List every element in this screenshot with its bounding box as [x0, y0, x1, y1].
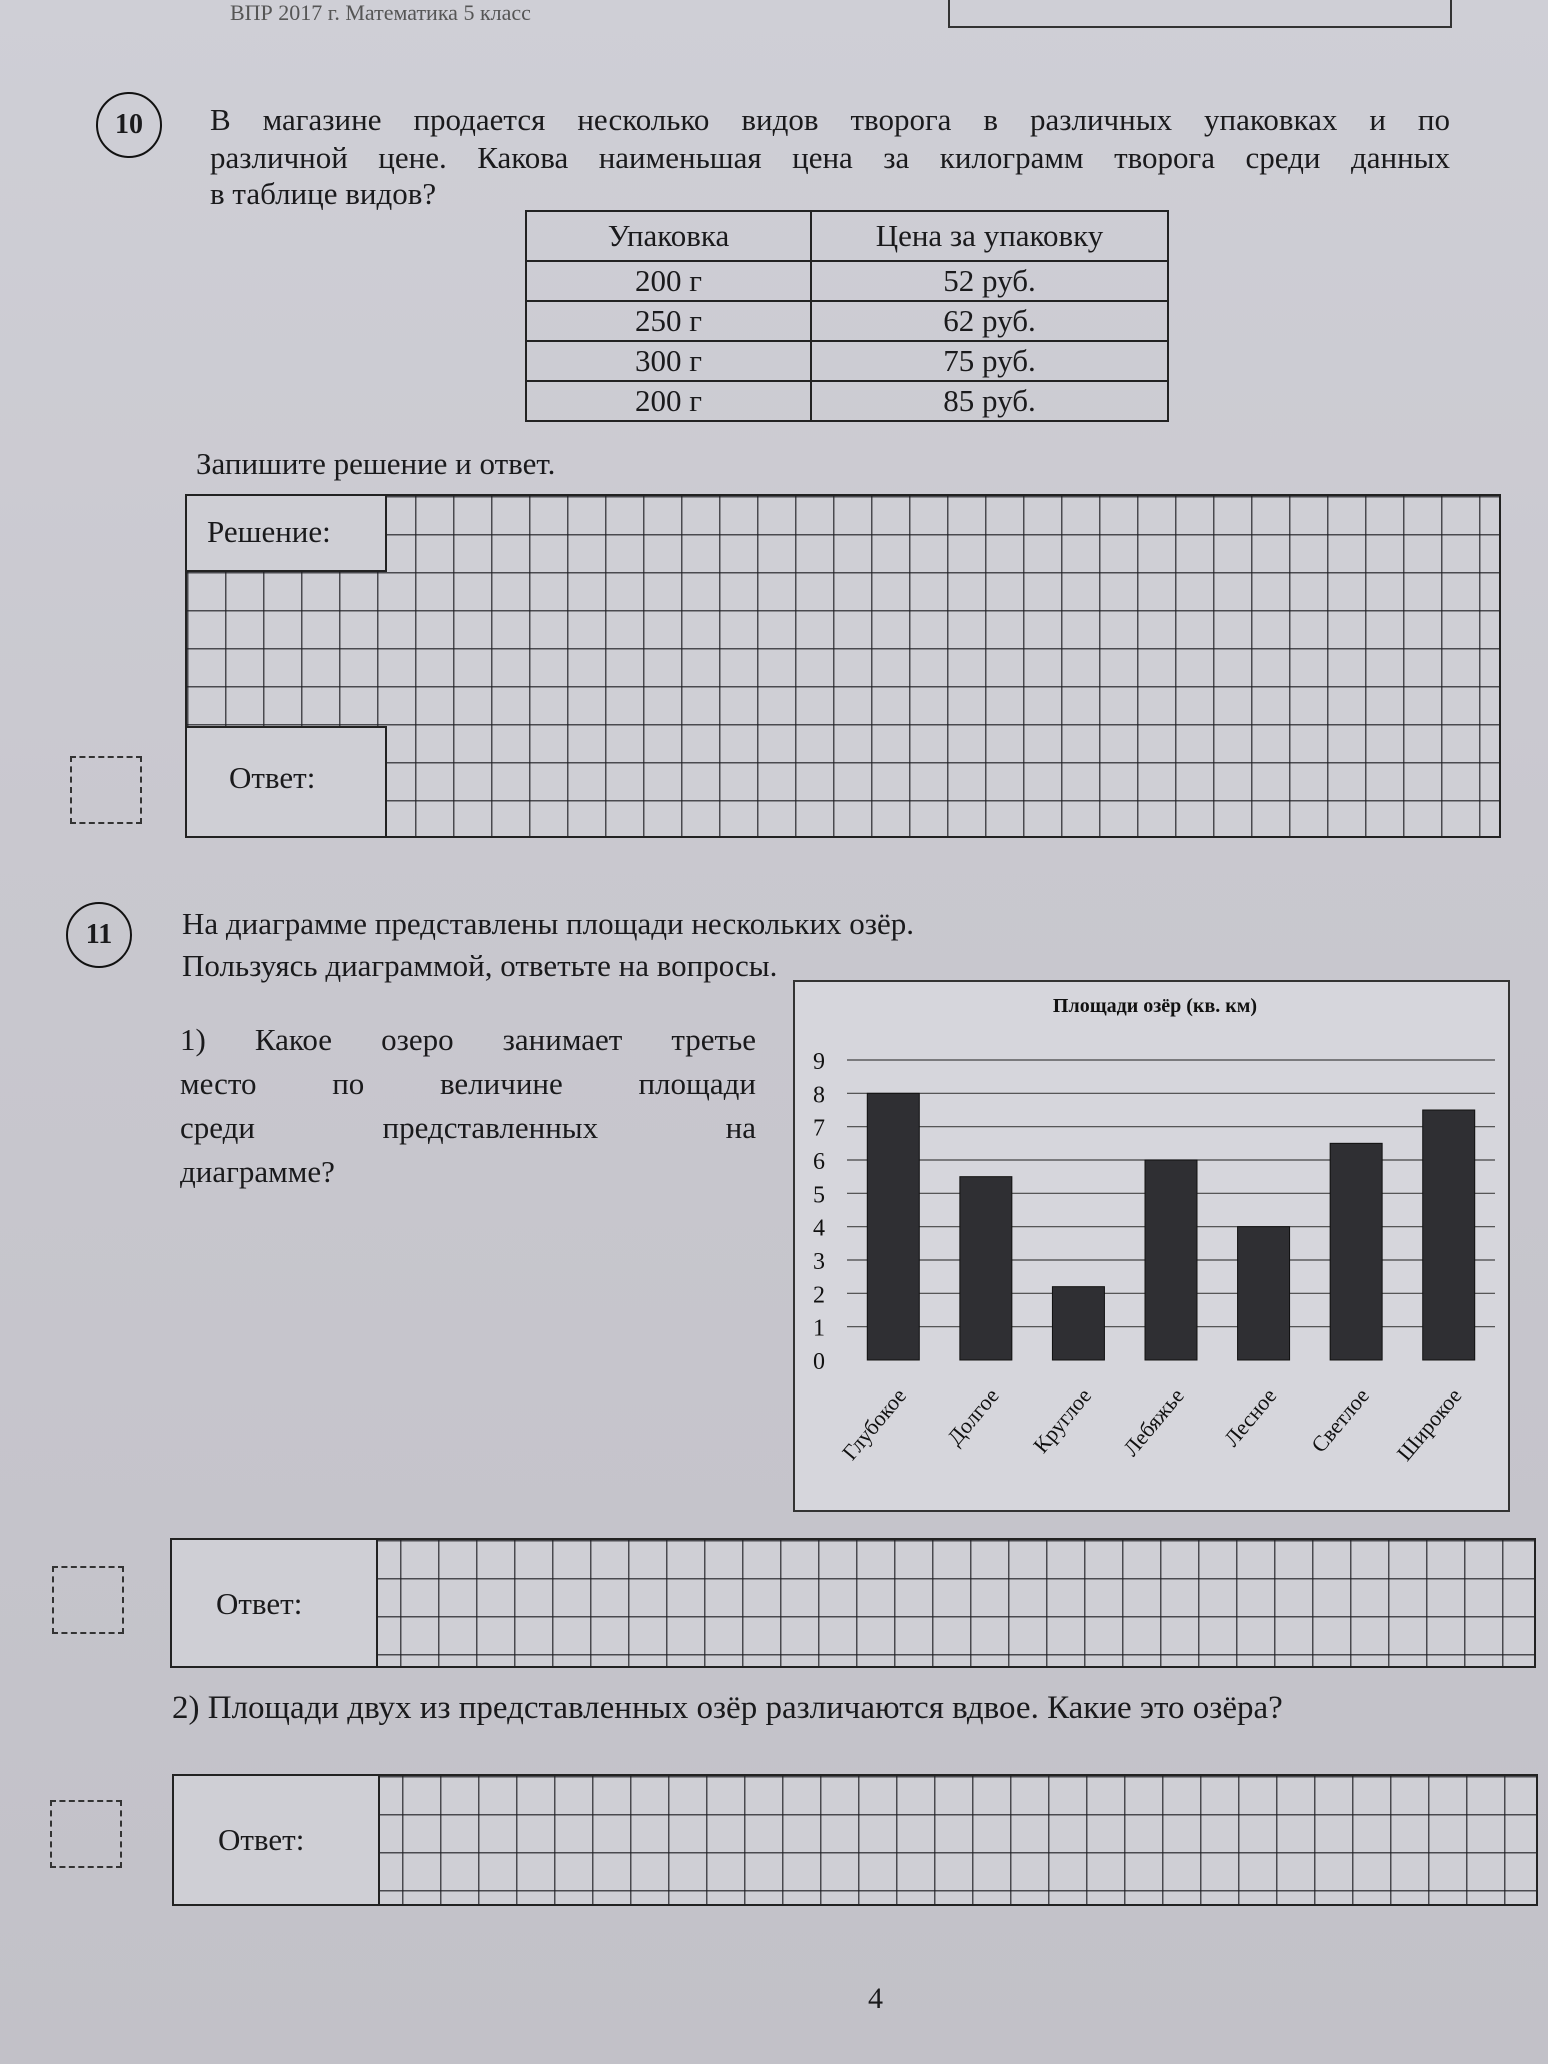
y-tick-label: 5: [813, 1182, 825, 1209]
answer-1-area[interactable]: [170, 1538, 1536, 1668]
question-1-score-box[interactable]: [52, 1566, 124, 1634]
task-10-instruction: Запишите решение и ответ.: [196, 446, 556, 481]
bar: [1052, 1287, 1104, 1360]
answer-2-label: Ответ:: [174, 1776, 380, 1904]
table-header-row: [526, 211, 1168, 261]
bar: [960, 1177, 1012, 1360]
x-tick-label: Долгое: [941, 1383, 1004, 1450]
cell-price: 85 руб.: [811, 381, 1168, 421]
task-10-score-box[interactable]: [70, 756, 142, 824]
x-tick-label: Светлое: [1306, 1383, 1374, 1458]
bar: [1145, 1160, 1197, 1360]
bar: [1238, 1227, 1290, 1360]
question-2-score-box[interactable]: [50, 1800, 122, 1868]
header-box: [948, 0, 1452, 28]
y-tick-label: 1: [813, 1315, 825, 1342]
x-tick-label: Широкое: [1391, 1383, 1467, 1466]
y-tick-label: 0: [813, 1349, 825, 1375]
answer-2-area[interactable]: [172, 1774, 1538, 1906]
header-price: Цена за упаковку: [811, 211, 1168, 261]
cell-price: 52 руб.: [811, 261, 1168, 301]
answer-label: Ответ:: [187, 726, 387, 836]
solution-area[interactable]: [185, 494, 1501, 838]
bar: [1330, 1143, 1382, 1360]
header-line: ВПР 2017 г. Математика 5 класс: [230, 0, 531, 25]
x-tick-label: Круглое: [1028, 1383, 1097, 1458]
task-10-line-1: В магазине продается несколько видов творога в различных упаковках и по: [210, 102, 1450, 137]
answer-1-label: Ответ:: [172, 1540, 378, 1666]
x-tick-label: Глубокое: [836, 1383, 912, 1465]
page-number: 4: [868, 1982, 883, 2015]
q1-line-3: среди представленных на: [180, 1110, 756, 1145]
cell-price: 62 руб.: [811, 301, 1168, 341]
task-11-number: 11: [66, 902, 132, 968]
q1-line-1: 1) Какое озеро занимает третье: [180, 1022, 756, 1057]
x-tick-label: Лесное: [1218, 1383, 1282, 1452]
question-2-text: 2) Площади двух из представленных озёр различаются вдвое. Какие это озёра?: [172, 1690, 1283, 1726]
task-11-intro-2: Пользуясь диаграммой, ответьте на вопросы.: [182, 948, 778, 983]
y-tick-label: 3: [813, 1249, 825, 1275]
y-tick-label: 7: [813, 1115, 825, 1142]
cell-package: 250 г: [526, 301, 811, 341]
header-package: Упаковка: [526, 211, 811, 261]
chart-svg: [795, 982, 1508, 1510]
task-10-line-3: в таблице видов?: [210, 176, 437, 211]
lake-area-chart: [793, 980, 1510, 1512]
y-tick-label: 4: [813, 1215, 825, 1242]
table-row: [526, 381, 1168, 421]
y-tick-label: 8: [813, 1082, 825, 1109]
price-table: [525, 210, 1169, 422]
cell-package: 200 г: [526, 381, 811, 421]
bar: [867, 1093, 919, 1360]
cell-price: 75 руб.: [811, 341, 1168, 381]
table-row: [526, 341, 1168, 381]
task-10-line-2: различной цене. Какова наименьшая цена за килограмм творога среди данных: [210, 140, 1450, 175]
x-tick-label: Лебяжье: [1118, 1383, 1189, 1461]
chart-title: Площади озёр (кв. км): [1052, 995, 1258, 1017]
task-10-number: 10: [96, 92, 162, 158]
y-tick-label: 2: [813, 1282, 825, 1309]
q1-line-2: место по величине площади: [180, 1066, 756, 1101]
cell-package: 300 г: [526, 341, 811, 381]
table-row: [526, 261, 1168, 301]
bar: [1423, 1110, 1475, 1360]
table-row: [526, 301, 1168, 341]
y-tick-label: 6: [813, 1149, 825, 1175]
q1-line-4: диаграмме?: [180, 1154, 335, 1189]
task-11-intro-1: На диаграмме представлены площади нескольких озёр.: [182, 906, 915, 941]
solution-label: Решение:: [187, 496, 387, 572]
y-tick-label: 9: [813, 1049, 825, 1075]
cell-package: 200 г: [526, 261, 811, 301]
